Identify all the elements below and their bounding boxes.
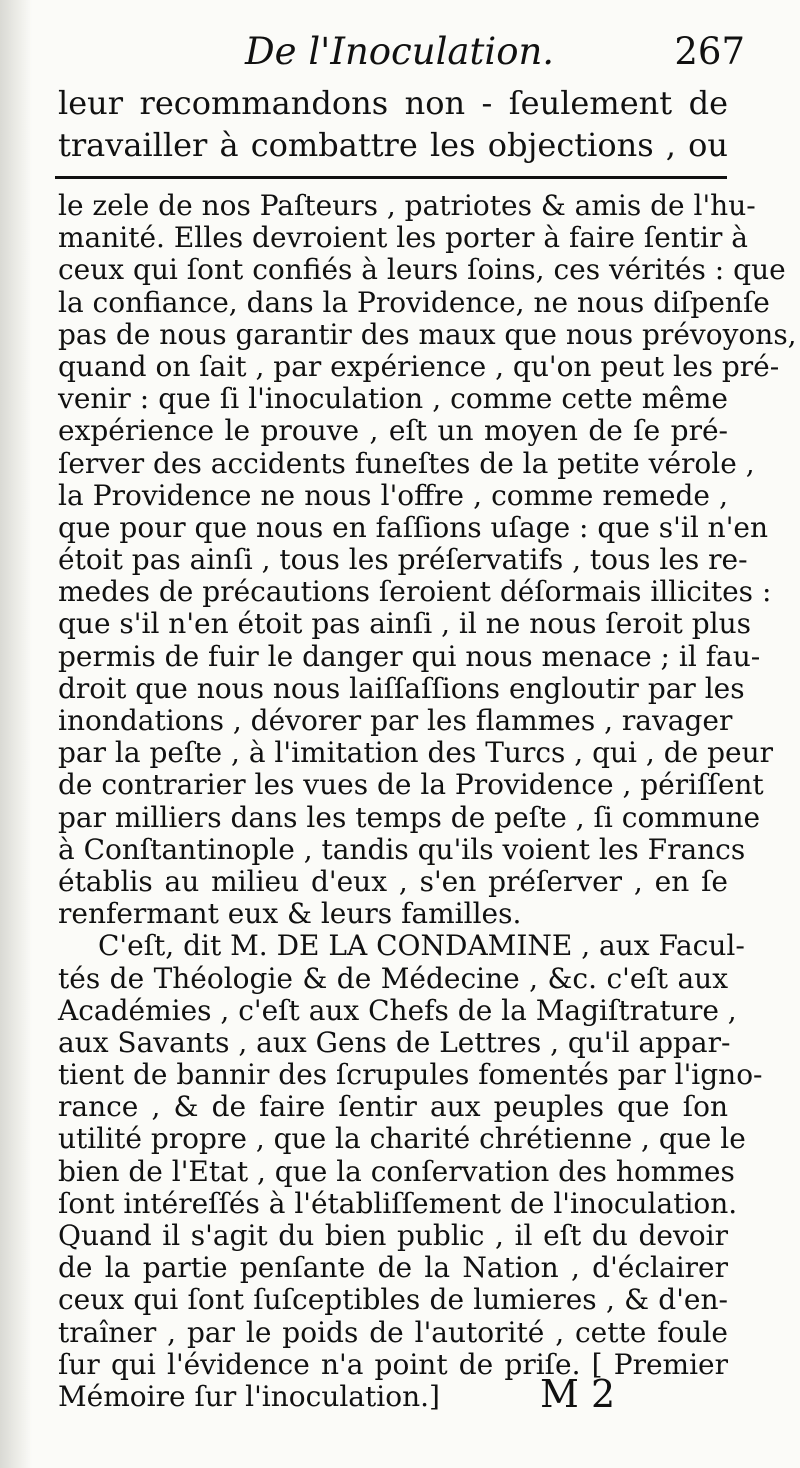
carry-over-line: travailler à combattre les objections , ou bbox=[58, 126, 728, 164]
running-head: De l'Inoculation. bbox=[245, 30, 555, 73]
text-line: ſerver des accidents funeſtes de la petite vérole , bbox=[58, 446, 755, 480]
text-line: permis de fuir le danger qui nous menace ; il fau- bbox=[58, 639, 761, 673]
text-line: de contrarier les vues de la Providence , périſſent bbox=[58, 768, 764, 802]
text-line: quand on ſait , par expérience , qu'on peut les pré- bbox=[58, 349, 780, 383]
text-line: établis au milieu d'eux , s'en préſerver , en ſe bbox=[58, 864, 728, 898]
text-line: Quand il s'agit du bien public , il eſt du devoir bbox=[58, 1219, 728, 1252]
text-line: aux Savants , aux Gens de Lettres , qu'il appar- bbox=[58, 1025, 731, 1059]
text-line: bien de l'Etat , que la conſervation des hommes bbox=[58, 1154, 735, 1188]
page-number: 267 bbox=[674, 30, 745, 73]
text-line: utilité propre , que la charité chrétienne , que le bbox=[58, 1122, 746, 1156]
text-line: pas de nous garantir des maux que nous prévoyons, bbox=[58, 317, 797, 351]
text-line: ſur qui l'évidence n'a point de priſe. [ Premier bbox=[58, 1347, 728, 1381]
separator-rule bbox=[55, 176, 727, 179]
page-header bbox=[245, 30, 745, 80]
page-edge-shadow bbox=[0, 0, 32, 1468]
text-line: Mémoire ſur l'inoculation.] bbox=[58, 1379, 440, 1413]
text-line: rance , & de faire ſentir aux peuples que ſon bbox=[58, 1090, 728, 1124]
text-line: de la partie penſante de la Nation , d'éclairer bbox=[58, 1251, 728, 1285]
text-line: manité. Elles devroient les porter à faire ſentir à bbox=[58, 221, 748, 255]
text-line: droit que nous nous laiſſaſſions engloutir par les bbox=[58, 671, 745, 705]
carry-over-line: leur recommandons non - ſeulement de bbox=[58, 84, 728, 122]
text-line: tés de Théologie & de Médecine , &c. c'eſt aux bbox=[58, 961, 728, 995]
text-line: C'eſt, dit M. DE LA CONDAMINE , aux Facul- bbox=[98, 929, 745, 963]
text-line: ceux qui ſont ſuſceptibles de lumieres , & d'en- bbox=[58, 1283, 728, 1317]
catchword: M 2 bbox=[540, 1372, 616, 1416]
text-line: renfermant eux & leurs familles. bbox=[58, 897, 522, 931]
text-line: étoit pas ainſi , tous les préſervatifs , tous les re- bbox=[58, 543, 748, 577]
text-line: tient de bannir des ſcrupules fomentés par l'igno- bbox=[58, 1058, 763, 1092]
carry-over-block bbox=[58, 82, 728, 166]
text-line: à Conſtantinople , tandis qu'ils voient les Francs bbox=[58, 832, 746, 866]
text-line: le zele de nos Paſteurs , patriotes & amis de l'hu- bbox=[58, 189, 756, 222]
text-line: par milliers dans les temps de peſte , ſi commune bbox=[58, 800, 761, 834]
text-line: medes de précautions ſeroient déſormais illicites : bbox=[58, 575, 772, 609]
text-line: expérience le prouve , eſt un moyen de ſe pré- bbox=[58, 414, 728, 448]
body-text bbox=[58, 189, 797, 1413]
text-line: inondations , dévorer par les flammes , ravager bbox=[58, 704, 733, 737]
text-line: la Providence ne nous l'offre , comme remede , bbox=[58, 478, 728, 512]
text-line: que pour que nous en faſſions uſage : que s'il n'en bbox=[58, 510, 769, 544]
text-line: que s'il n'en étoit pas ainſi , il ne nous ſeroit plus bbox=[58, 607, 751, 641]
text-line: traîner , par le poids de l'autorité , cette foule bbox=[58, 1315, 728, 1349]
text-line: ceux qui ſont confiés à leurs ſoins, ces vérités : que bbox=[58, 253, 786, 287]
text-line: la confiance, dans la Providence, ne nous diſpenſe bbox=[58, 285, 770, 319]
text-line: par la peſte , à l'imitation des Turcs , qui , de peur bbox=[58, 736, 774, 770]
text-line: ſont intéreſſés à l'établiſſement de l'inoculation. bbox=[58, 1186, 738, 1220]
text-line: venir : que ſi l'inoculation , comme cette même bbox=[58, 382, 728, 416]
text-line: Académies , c'eſt aux Chefs de la Magiſtrature , bbox=[58, 993, 737, 1027]
